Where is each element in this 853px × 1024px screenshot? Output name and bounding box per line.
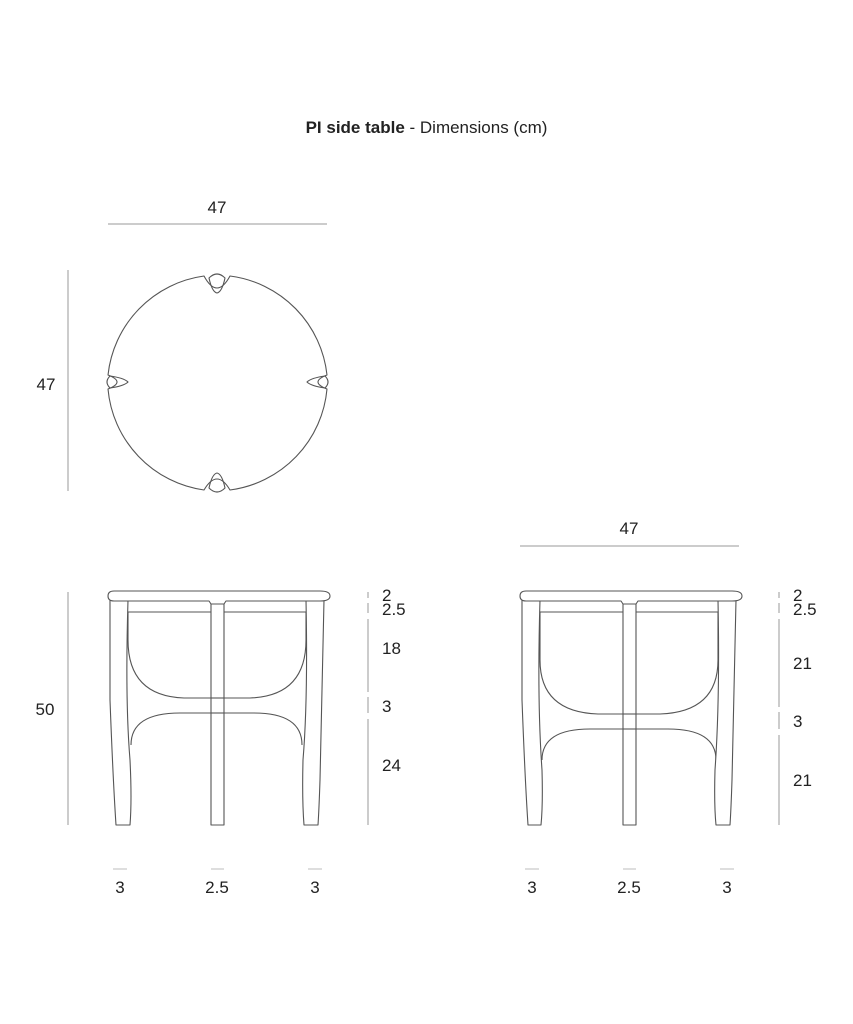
front-tabletop [108, 591, 330, 604]
front-height-label: 50 [35, 700, 55, 719]
side-seg-label-4: 3 [793, 712, 803, 731]
top-depth-label: 47 [36, 375, 56, 394]
title-separator: - [404, 118, 420, 137]
side-center-leg [623, 594, 636, 825]
front-seg-label-1: 2 [382, 586, 392, 605]
side-bottom-label-1: 3 [527, 878, 537, 897]
side-bottom-label-3: 3 [722, 878, 732, 897]
leg-notch-bottom [209, 473, 225, 492]
side-tabletop [520, 591, 742, 604]
side-seg-label-2: 2.5 [793, 600, 817, 619]
title-subtitle: Dimensions (cm) [419, 118, 548, 137]
front-seg-label-4: 3 [382, 697, 392, 716]
side-width-label: 47 [619, 519, 639, 538]
side-seg-label-1: 2 [793, 586, 803, 605]
side-bottom-label-2: 2.5 [617, 878, 641, 897]
top-view [37, 198, 328, 492]
product-name: PI side table [305, 118, 405, 137]
top-width-label: 47 [207, 198, 227, 217]
front-bottom-label-2: 2.5 [205, 878, 229, 897]
front-center-leg [211, 594, 224, 825]
side-seg-label-3: 21 [793, 654, 812, 673]
front-seg-label-5: 24 [382, 756, 401, 775]
side-left-leg [522, 600, 542, 825]
leg-notch-top [209, 274, 225, 293]
tabletop-outline [108, 276, 327, 490]
side-view [520, 519, 817, 897]
front-seg-label-3: 18 [382, 639, 401, 658]
front-bottom-label-1: 3 [115, 878, 125, 897]
front-view [36, 586, 406, 897]
front-seg-label-2: 2.5 [382, 600, 406, 619]
front-bottom-label-3: 3 [310, 878, 320, 897]
side-seg-label-5: 21 [793, 771, 812, 790]
